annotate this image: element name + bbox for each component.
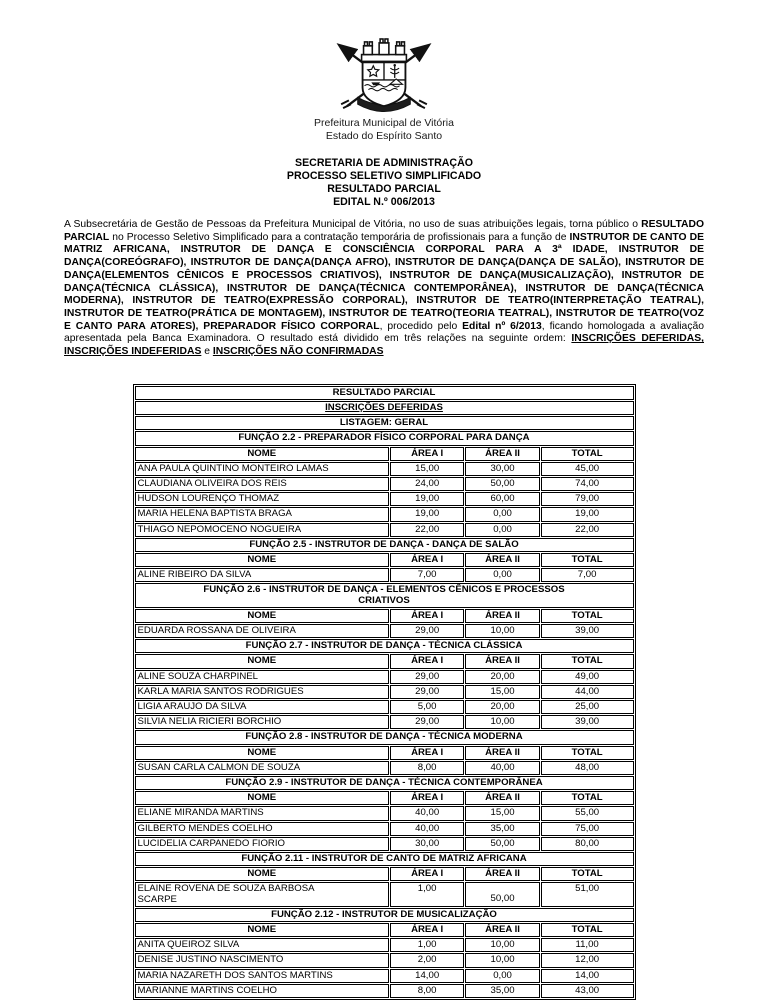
result-row [135, 822, 634, 836]
area2-column-header: ÁREA II [465, 746, 539, 760]
section-title-cell: FUNÇÃO 2.11 - INSTRUTOR DE CANTO DE MATRIZ AFRICANA [135, 852, 634, 866]
area1-cell: 19,00 [390, 507, 464, 521]
area1-cell: 22,00 [390, 523, 464, 537]
area2-cell: 50,00 [465, 882, 539, 906]
area2-column-header: ÁREA II [465, 447, 539, 461]
candidate-name-cell: ANA PAULA QUINTINO MONTEIRO LAMAS [135, 462, 389, 476]
total-cell: 11,00 [541, 938, 634, 952]
area2-cell: 0,00 [465, 568, 539, 582]
total-column-header: TOTAL [541, 609, 634, 623]
area2-cell: 10,00 [465, 624, 539, 638]
name-column-header: NOME [135, 867, 389, 881]
total-cell: 12,00 [541, 953, 634, 967]
column-header-row [135, 923, 634, 937]
candidate-name-cell: SUSAN CARLA CALMON DE SOUZA [135, 761, 389, 775]
column-header-row [135, 791, 634, 805]
section-title-row [135, 730, 634, 744]
candidate-name-cell: LUCIDELIA CARPANEDO FIORIO [135, 837, 389, 851]
total-cell: 19,00 [541, 507, 634, 521]
area1-cell: 2,00 [390, 953, 464, 967]
area1-cell: 7,00 [390, 568, 464, 582]
total-cell: 43,00 [541, 984, 634, 998]
total-cell: 51,00 [541, 882, 634, 906]
candidate-name-cell: KARLA MARIA SANTOS RODRIGUES [135, 685, 389, 699]
org-state: Estado do Espírito Santo [325, 130, 443, 142]
org-name: Prefeitura Municipal de Vitória [314, 117, 454, 129]
section-title-cell: RESULTADO PARCIAL [135, 386, 634, 400]
area1-column-header: ÁREA I [390, 923, 464, 937]
total-cell: 39,00 [541, 715, 634, 729]
section-title-cell: FUNÇÃO 2.2 - PREPARADOR FÍSICO CORPORAL PARA DANÇA [135, 431, 634, 445]
candidate-name-cell: MARIA HELENA BAPTISTA BRAGA [135, 507, 389, 521]
result-row [135, 670, 634, 684]
title-edital: EDITAL N.º 006/2013 [333, 196, 435, 208]
area2-cell: 35,00 [465, 984, 539, 998]
section-title-cell: FUNÇÃO 2.9 - INSTRUTOR DE DANÇA - TÉCNICA CONTEMPORÂNEA [135, 776, 634, 790]
result-row [135, 477, 634, 491]
section-title-row [135, 386, 634, 400]
paragraph-run: , ficando homologada a avaliação apresentada pela Banca Examinadora. O resultado está dividido em três relações na seguinte ordem: [64, 320, 704, 345]
area1-cell: 30,00 [390, 837, 464, 851]
area1-cell: 8,00 [390, 761, 464, 775]
area1-column-header: ÁREA I [390, 553, 464, 567]
area1-cell: 8,00 [390, 984, 464, 998]
results-table-body [135, 386, 634, 998]
body-paragraph [64, 219, 704, 359]
total-cell: 45,00 [541, 462, 634, 476]
area2-cell: 10,00 [465, 715, 539, 729]
section-title-cell: INSCRIÇÕES DEFERIDAS [135, 401, 634, 415]
area2-cell: 15,00 [465, 685, 539, 699]
name-column-header: NOME [135, 746, 389, 760]
candidate-name-cell: SILVIA NELIA RICIERI BORCHIO [135, 715, 389, 729]
area2-cell: 0,00 [465, 523, 539, 537]
total-column-header: TOTAL [541, 746, 634, 760]
paragraph-run: A Subsecretária de Gestão de Pessoas da Prefeitura Municipal de Vitória, no uso de suas atribuições legais, torna público o [64, 219, 642, 230]
column-header-row [135, 553, 634, 567]
result-row [135, 953, 634, 967]
area1-cell: 1,00 [390, 938, 464, 952]
column-header-row [135, 609, 634, 623]
total-cell: 74,00 [541, 477, 634, 491]
area1-column-header: ÁREA I [390, 447, 464, 461]
area2-column-header: ÁREA II [465, 609, 539, 623]
section-title-row [135, 538, 634, 552]
area1-cell: 29,00 [390, 715, 464, 729]
total-cell: 39,00 [541, 624, 634, 638]
area2-column-header: ÁREA II [465, 867, 539, 881]
area1-cell: 24,00 [390, 477, 464, 491]
name-column-header: NOME [135, 923, 389, 937]
area2-cell: 0,00 [465, 507, 539, 521]
result-row [135, 969, 634, 983]
area1-cell: 14,00 [390, 969, 464, 983]
area1-cell: 29,00 [390, 670, 464, 684]
area2-cell: 50,00 [465, 837, 539, 851]
area1-cell: 15,00 [390, 462, 464, 476]
area2-cell: 40,00 [465, 761, 539, 775]
candidate-name-cell: GILBERTO MENDES COELHO [135, 822, 389, 836]
total-cell: 79,00 [541, 492, 634, 506]
section-title-cell: LISTAGEM: GERAL [135, 416, 634, 430]
paragraph-run: Edital nº 6/2013 [462, 320, 542, 332]
area1-cell: 40,00 [390, 806, 464, 820]
area1-cell: 1,00 [390, 882, 464, 906]
total-cell: 25,00 [541, 700, 634, 714]
total-cell: 22,00 [541, 523, 634, 537]
area1-column-header: ÁREA I [390, 791, 464, 805]
paragraph-run: RESULTADO PARCIAL [64, 219, 704, 243]
section-title-cell: FUNÇÃO 2.7 - INSTRUTOR DE DANÇA - TÉCNICA CLÁSSICA [135, 639, 634, 653]
section-title-row [135, 776, 634, 790]
area2-column-header: ÁREA II [465, 791, 539, 805]
paragraph-run: e [201, 346, 213, 358]
result-row [135, 507, 634, 521]
candidate-name-cell: ELAINE ROVENA DE SOUZA BARBOSA SCARPE [135, 882, 389, 906]
paragraph-run: no Processo Seletivo Simplificado para a contratação temporária de profissionais para a função de [109, 231, 570, 243]
area2-column-header: ÁREA II [465, 654, 539, 668]
total-cell: 49,00 [541, 670, 634, 684]
candidate-name-cell: HUDSON LOURENÇO THOMAZ [135, 492, 389, 506]
section-title-row [135, 908, 634, 922]
candidate-name-cell: THIAGO NEPOMOCENO NOGUEIRA [135, 523, 389, 537]
area2-cell: 10,00 [465, 938, 539, 952]
results-table [133, 384, 636, 1000]
name-column-header: NOME [135, 553, 389, 567]
result-row [135, 624, 634, 638]
area2-cell: 50,00 [465, 477, 539, 491]
total-column-header: TOTAL [541, 654, 634, 668]
result-row [135, 462, 634, 476]
area2-cell: 20,00 [465, 670, 539, 684]
title-resultado: RESULTADO PARCIAL [327, 183, 441, 195]
candidate-name-cell: ANITA QUEIROZ SILVA [135, 938, 389, 952]
result-row [135, 685, 634, 699]
column-header-row [135, 447, 634, 461]
name-column-header: NOME [135, 609, 389, 623]
area2-cell: 60,00 [465, 492, 539, 506]
paragraph-run: , procedido pelo [379, 320, 463, 332]
section-title-row [135, 431, 634, 445]
result-row [135, 882, 634, 906]
name-column-header: NOME [135, 791, 389, 805]
area2-cell: 10,00 [465, 953, 539, 967]
candidate-name-cell: DENISE JUSTINO NASCIMENTO [135, 953, 389, 967]
area1-column-header: ÁREA I [390, 654, 464, 668]
area2-column-header: ÁREA II [465, 923, 539, 937]
candidate-name-cell: CLAUDIANA OLIVEIRA DOS REIS [135, 477, 389, 491]
section-title-row [135, 401, 634, 415]
total-column-header: TOTAL [541, 791, 634, 805]
candidate-name-cell: ELIANE MIRANDA MARTINS [135, 806, 389, 820]
paragraph-run: INSTRUTOR DE CANTO DE MATRIZ AFRICANA, INSTRUTOR DE DANÇA E CONSCIÊNCIA CORPORAL PARA A 3ª IDADE, INSTRUTOR DE DANÇA(COREÓGRAFO), INSTRUTOR DE DANÇA(DANÇA AFRO), INSTRUTOR DE DANÇA(DANÇA DE SALÃO), INSTRUTOR DE DANÇA(ELEMENTOS CÊNICOS E PROCESSOS CRIATIVOS), INSTRUTOR DE DANÇA(MUSICALIZAÇÃO), INSTRUTOR DE DANÇA(TÉCNICA CLÁSSICA), INSTRUTOR DE DANÇA(TÉCNICA CONTEMPORÂNEA), INSTRUTOR DE DANÇA(TÉCNICA MODERNA), INSTRUTOR DE TEATRO(EXPRESSÃO CORPORAL), INSTRUTOR DE TEATRO(INTERPRETAÇÃO TEATRAL), INSTRUTOR DE TEATRO(PRÁTICA DE MONTAGEM), INSTRUTOR DE TEATRO(TEORIA TEATRAL), INSTRUTOR DE TEATRO(VOZ E CANTO PARA ATORES), PREPARADOR FÍSICO CORPORAL [64, 231, 704, 332]
section-title-cell: FUNÇÃO 2.12 - INSTRUTOR DE MUSICALIZAÇÃO [135, 908, 634, 922]
section-title-cell: FUNÇÃO 2.5 - INSTRUTOR DE DANÇA - DANÇA DE SALÃO [135, 538, 634, 552]
column-header-row [135, 867, 634, 881]
total-cell: 80,00 [541, 837, 634, 851]
candidate-name-cell: MARIANNE MARTINS COELHO [135, 984, 389, 998]
total-column-header: TOTAL [541, 923, 634, 937]
result-row [135, 492, 634, 506]
name-column-header: NOME [135, 447, 389, 461]
section-title-cell: FUNÇÃO 2.8 - INSTRUTOR DE DANÇA - TÉCNICA MODERNA [135, 730, 634, 744]
area1-column-header: ÁREA I [390, 609, 464, 623]
result-row [135, 806, 634, 820]
candidate-name-cell: EDUARDA ROSSANA DE OLIVEIRA [135, 624, 389, 638]
paragraph-run: INSCRIÇÕES DEFERIDAS, [571, 333, 704, 345]
area1-column-header: ÁREA I [390, 867, 464, 881]
name-column-header: NOME [135, 654, 389, 668]
title-processo: PROCESSO SELETIVO SIMPLIFICADO [286, 170, 482, 182]
paragraph-run: INSCRIÇÕES NÃO CONFIRMADAS [212, 346, 384, 358]
candidate-name-cell: MARIA NAZARETH DOS SANTOS MARTINS [135, 969, 389, 983]
area1-cell: 5,00 [390, 700, 464, 714]
column-header-row [135, 654, 634, 668]
section-title-row [135, 639, 634, 653]
total-column-header: TOTAL [541, 553, 634, 567]
coat-of-arms-logo [0, 38, 768, 114]
result-row [135, 700, 634, 714]
area2-column-header: ÁREA II [465, 553, 539, 567]
total-cell: 75,00 [541, 822, 634, 836]
result-row [135, 984, 634, 998]
area1-cell: 29,00 [390, 685, 464, 699]
total-cell: 48,00 [541, 761, 634, 775]
title-secretaria: SECRETARIA DE ADMINISTRAÇÃO [295, 157, 473, 169]
candidate-name-cell: ALINE RIBEIRO DA SILVA [135, 568, 389, 582]
result-row [135, 523, 634, 537]
paragraph-run: INSCRIÇÕES INDEFERIDAS [64, 346, 202, 358]
area2-cell: 15,00 [465, 806, 539, 820]
area2-cell: 20,00 [465, 700, 539, 714]
total-cell: 7,00 [541, 568, 634, 582]
result-row [135, 715, 634, 729]
section-title-row [135, 852, 634, 866]
column-header-row [135, 746, 634, 760]
result-row [135, 568, 634, 582]
total-cell: 14,00 [541, 969, 634, 983]
result-row [135, 761, 634, 775]
total-cell: 55,00 [541, 806, 634, 820]
area1-cell: 40,00 [390, 822, 464, 836]
section-title-row [135, 416, 634, 430]
total-column-header: TOTAL [541, 447, 634, 461]
vitoria-coat-of-arms-icon [325, 38, 443, 114]
total-cell: 44,00 [541, 685, 634, 699]
result-row [135, 837, 634, 851]
area2-cell: 30,00 [465, 462, 539, 476]
total-column-header: TOTAL [541, 867, 634, 881]
area1-cell: 19,00 [390, 492, 464, 506]
candidate-name-cell: ALINE SOUZA CHARPINEL [135, 670, 389, 684]
document-title-block [0, 157, 768, 209]
section-title-row [135, 583, 634, 607]
result-row [135, 938, 634, 952]
area2-cell: 0,00 [465, 969, 539, 983]
section-title-cell: FUNÇÃO 2.6 - INSTRUTOR DE DANÇA - ELEMENTOS CÊNICOS E PROCESSOS CRIATIVOS [135, 583, 634, 607]
area1-column-header: ÁREA I [390, 746, 464, 760]
candidate-name-cell: LIGIA ARAUJO DA SILVA [135, 700, 389, 714]
area1-cell: 29,00 [390, 624, 464, 638]
area2-cell: 35,00 [465, 822, 539, 836]
